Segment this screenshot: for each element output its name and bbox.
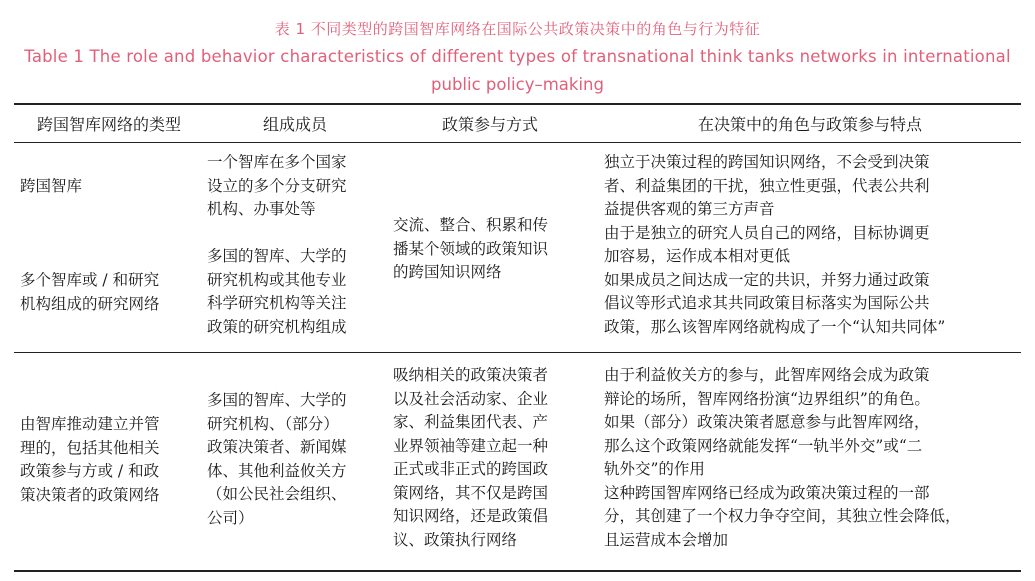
row2-role-line: 且运营成本会增加	[604, 530, 729, 549]
row2-members-line: 多国的智库、大学的	[207, 391, 347, 409]
row2-mode-line: 议、政策执行网络	[393, 530, 518, 549]
row2-members-line: 研究机构、（部分）	[207, 414, 339, 433]
row2-type-line: 政策参与方或 / 和政	[20, 462, 160, 480]
row1-role-line: 政策，那么该智库网络就构成了一个“认知共同体”	[604, 317, 946, 336]
row2-role-characteristics	[604, 364, 1024, 552]
header-participation-mode: 政策参与方式	[441, 115, 538, 134]
row2-mode-line: 以及社会活动家、企业	[393, 389, 549, 408]
row1-mode-line: 播某个领域的政策知识	[393, 239, 549, 258]
row1-type-research-network	[20, 269, 205, 316]
row2-members-line: 政策决策者、新闻媒	[207, 438, 347, 456]
row1-members-a-line: 设立的多个分支研究	[207, 176, 347, 195]
row2-role-line: 轨外交”的作用	[604, 460, 705, 478]
row1-mode-line: 的跨国知识网络	[393, 263, 502, 281]
row1-role-line: 由于是独立的研究人员自己的网络，目标协调更	[604, 223, 930, 242]
row1-members-b-line: 研究机构或其他专业	[207, 270, 347, 289]
table-caption-chinese: 表 1 不同类型的跨国智库网络在国际公共政策决策中的角色与行为特征	[274, 20, 761, 38]
row2-mode-line: 吸纳相关的政策决策者	[393, 366, 549, 384]
row2-members	[207, 389, 387, 530]
row2-mode-line: 家、利益集团代表、产	[393, 413, 549, 431]
row2-participation-mode	[393, 364, 593, 552]
row2-role-line: 那么这个政策网络就能发挥“一轨半外交”或“二	[604, 436, 923, 455]
header-network-type: 跨国智库网络的类型	[36, 115, 181, 134]
row1-role-line: 者、利益集团的干扰，独立性更强，代表公共利	[604, 176, 930, 195]
row1-members-a-line: 一个智库在多个国家	[207, 153, 347, 171]
row1-type-b-line: 机构组成的研究网络	[20, 294, 160, 313]
table-bottom-rule	[14, 570, 1021, 572]
row2-type-line: 由智库推动建立并管	[20, 415, 160, 433]
row2-role-line: 这种跨国智库网络已经成为政策决策过程的一部	[604, 483, 930, 502]
row1-role-line: 独立于决策过程的跨国知识网络，不会受到决策	[604, 153, 930, 171]
row1-members-b-line: 科学研究机构等关注	[207, 294, 347, 312]
row2-role-line: 分，其创建了一个权力争夺空间，其独立性会降低，	[604, 507, 961, 525]
row1-type-a: 跨国智库	[20, 177, 83, 195]
row2-mode-line: 知识网络，还是政策倡	[393, 507, 549, 525]
row2-members-line: 公司）	[207, 508, 254, 527]
row1-participation-mode	[393, 214, 593, 285]
row1-role-line: 加容易，运作成本相对更低	[604, 247, 791, 265]
row1-role-line: 倡议等形式追求其共同政策目标落实为国际公共	[604, 294, 930, 312]
row1-members-b-line: 政策的研究机构组成	[207, 317, 347, 336]
row1-members-a	[207, 151, 387, 222]
table-row-divider	[14, 352, 1021, 353]
row1-role-characteristics	[604, 151, 1024, 339]
table-caption-english-line-1: Table 1 The role and behavior characteristics of different types of transnational think tanks networks in international	[24, 47, 1011, 66]
header-members: 组成成员	[262, 115, 327, 134]
row2-type-line: 策决策者的政策网络	[20, 485, 160, 504]
row2-type-line: 理的，包括其他相关	[20, 438, 160, 457]
table-top-rule	[14, 103, 1021, 105]
row1-members-b-line: 多国的智库、大学的	[207, 247, 347, 265]
row2-mode-line: 正式或非正式的跨国政	[393, 460, 549, 478]
row1-members-b	[207, 245, 387, 339]
row1-role-line: 益提供客观的第三方声音	[604, 200, 775, 218]
row2-role-line: 如果（部分）政策决策者愿意参与此智库网络，	[604, 413, 930, 431]
row2-mode-line: 业界领袖等建立起一种	[393, 436, 549, 455]
row1-type-transnational-think-tank	[20, 175, 205, 199]
row2-type-policy-network	[20, 413, 205, 507]
row1-members-a-line: 机构、办事处等	[207, 200, 316, 218]
row2-role-line: 辩论的场所，智库网络扮演“边界组织”的角色。	[604, 389, 930, 408]
header-role-characteristics: 在决策中的角色与政策参与特点	[697, 115, 922, 134]
row2-members-line: （如公民社会组织、	[207, 485, 347, 503]
row2-role-line: 由于利益攸关方的参与，此智库网络会成为政策	[604, 366, 930, 384]
row1-type-b-line: 多个智库或 / 和研究	[20, 271, 160, 289]
table-caption-english-line-2: public policy–making	[431, 75, 604, 94]
table-header-rule	[14, 142, 1021, 143]
row1-mode-line: 交流、整合、积累和传	[393, 216, 549, 234]
row1-role-line: 如果成员之间达成一定的共识，并努力通过政策	[604, 270, 930, 289]
row2-mode-line: 策网络，其不仅是跨国	[393, 483, 549, 502]
row2-members-line: 体、其他利益攸关方	[207, 461, 347, 480]
